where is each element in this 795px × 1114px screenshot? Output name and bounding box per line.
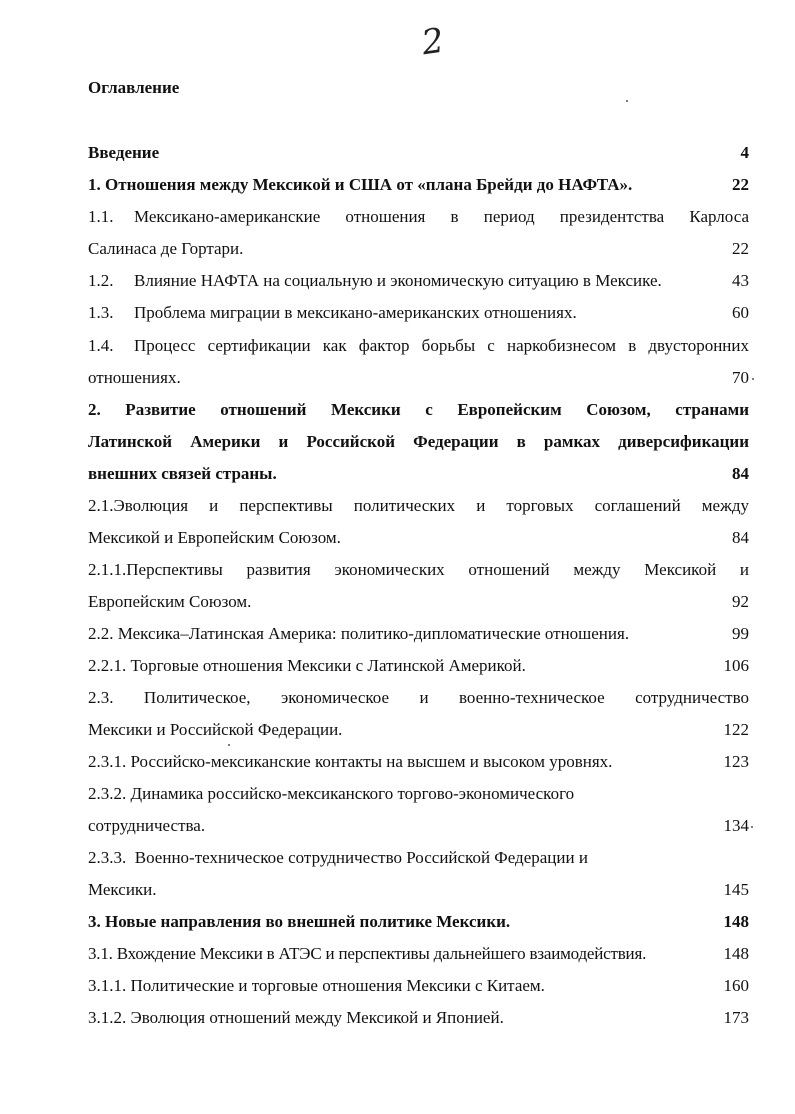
- toc-entry-text: 3.1. Вхождение Мексики в АТЭС и перспективы дальнейшего взаимодействия.: [88, 944, 647, 963]
- toc-entry-text: 1. Отношения между Мексикой и США от «плана Брейди до НАФТА».: [88, 175, 633, 194]
- toc-entry-text-line2: Мексики и Российской Федерации.: [88, 720, 343, 739]
- toc-entry-chapter-2[interactable]: [88, 400, 749, 484]
- toc-entry-number: 1.1.: [88, 207, 114, 226]
- toc-entry-3-1[interactable]: [88, 944, 749, 964]
- toc-entry-page: 92: [732, 592, 749, 611]
- toc-entry-text-line2: отношениях.: [88, 368, 181, 387]
- toc-entry-page: 122: [723, 720, 749, 739]
- toc-entry-2-1-1[interactable]: [88, 560, 749, 612]
- toc-entry-text-line1: 2.3. Политическое, экономическое и военно-техническое сотрудничество: [88, 688, 749, 707]
- toc-entry-1-1[interactable]: [88, 207, 749, 259]
- toc-entry-text-line2: Европейским Союзом.: [88, 592, 252, 611]
- toc-entry-page: 99: [732, 624, 749, 643]
- toc-entry-intro[interactable]: [88, 143, 749, 163]
- toc-entry-text-line2: Мексики.: [88, 880, 157, 899]
- toc-entry-chapter-3[interactable]: [88, 912, 749, 932]
- toc-entry-page: 145: [723, 880, 749, 899]
- toc-entry-text: 3.1.1. Политические и торговые отношения Мексики с Китаем.: [88, 976, 545, 995]
- toc-entry-page: 160: [723, 976, 749, 995]
- toc-entry-page: 43: [732, 271, 749, 290]
- toc-entry-text-line1: Мексикано-американские отношения в период президентства Карлоса: [134, 207, 749, 226]
- toc-entry-text-line2: Мексикой и Европейским Союзом.: [88, 528, 341, 547]
- toc-entry-page: 4: [740, 143, 749, 162]
- toc-entry-text: 2.2.1. Торговые отношения Мексики с Латинской Америкой.: [88, 656, 526, 675]
- scan-speck: [752, 378, 754, 380]
- toc-entry-page: 60: [732, 303, 749, 322]
- toc-entry-text: 2.2. Мексика–Латинская Америка: политико-дипломатические отношения.: [88, 624, 630, 643]
- toc-entry-page: 22: [732, 239, 749, 258]
- toc-entry-page: 148: [723, 912, 749, 931]
- toc-entry-page: 173: [723, 1008, 749, 1027]
- toc-entry-number: 1.3.: [88, 303, 114, 322]
- toc-entry-2-3-2[interactable]: [88, 784, 749, 836]
- toc-entry-text-line2: сотрудничества.: [88, 816, 206, 835]
- toc-entry-text-line3: внешних связей страны.: [88, 464, 277, 483]
- toc-entry-chapter-1[interactable]: [88, 175, 749, 195]
- toc-entry-2-2-1[interactable]: [88, 656, 749, 676]
- toc-entry-1-3[interactable]: [88, 303, 749, 323]
- toc-entry-page: 134: [723, 816, 749, 835]
- toc-entry-text: Проблема миграции в мексикано-американских отношениях.: [134, 303, 577, 322]
- toc-entry-3-1-1[interactable]: [88, 976, 749, 996]
- scan-speck: [751, 826, 753, 828]
- toc-entry-text-line1: 2.1.1.Перспективы развития экономических отношений между Мексикой и: [88, 560, 749, 579]
- toc-entry-text-line1: 2.1.Эволюция и перспективы политических и торговых соглашений между: [88, 496, 749, 515]
- toc-title: Оглавление: [88, 78, 180, 97]
- toc-entry-text: 3. Новые направления во внешней политике Мексики.: [88, 912, 511, 931]
- toc-entry-number: 1.2.: [88, 271, 114, 290]
- toc-entry-text: 2.3.1. Российско-мексиканские контакты на высшем и высоком уровнях.: [88, 752, 613, 771]
- toc-entry-number: 1.4.: [88, 336, 114, 355]
- toc-entry-text-line1: Процесс сертификации как фактор борьбы с наркобизнесом в двусторонних: [134, 336, 749, 355]
- toc-entry-page: 70: [732, 368, 749, 387]
- toc-entry-text-line2: Латинской Америки и Российской Федерации в рамках диверсификации: [88, 432, 749, 451]
- toc-entry-text: Введение: [88, 143, 160, 162]
- toc-entry-2-3-1[interactable]: [88, 752, 749, 772]
- toc-entry-page: 106: [723, 656, 749, 675]
- toc-entry-text-line1: 2.3.3. Военно-техническое сотрудничество Российской Федерации и: [88, 848, 588, 867]
- toc-entry-page: 84: [732, 464, 749, 483]
- toc-entry-text-line2: Салинаса де Гортари.: [88, 239, 244, 258]
- toc-entry-2-3-3[interactable]: [88, 848, 749, 900]
- scan-speck: [228, 744, 230, 746]
- toc-entry-page: 148: [723, 944, 749, 963]
- handwritten-page-number: 2: [419, 20, 447, 64]
- toc-entry-page: 84: [732, 528, 749, 547]
- toc-entry-1-4[interactable]: [88, 336, 749, 388]
- scan-speck: [626, 100, 628, 102]
- toc-entry-2-2[interactable]: [88, 624, 749, 644]
- toc-entry-page: 123: [723, 752, 749, 771]
- toc-entry-1-2[interactable]: [88, 271, 749, 291]
- toc-entry-text-line1: 2.3.2. Динамика российско-мексиканского торгово-экономического: [88, 784, 575, 803]
- toc-entry-text-line1: 2. Развитие отношений Мексики с Европейским Союзом, странами: [88, 400, 749, 419]
- toc-entry-2-1[interactable]: [88, 496, 749, 548]
- toc-entry-page: 22: [732, 175, 749, 194]
- toc-entry-3-1-2[interactable]: [88, 1008, 749, 1028]
- toc-entry-text: 3.1.2. Эволюция отношений между Мексикой и Японией.: [88, 1008, 504, 1027]
- toc-entry-2-3[interactable]: [88, 688, 749, 740]
- toc-entry-text: Влияние НАФТА на социальную и экономическую ситуацию в Мексике.: [134, 271, 662, 290]
